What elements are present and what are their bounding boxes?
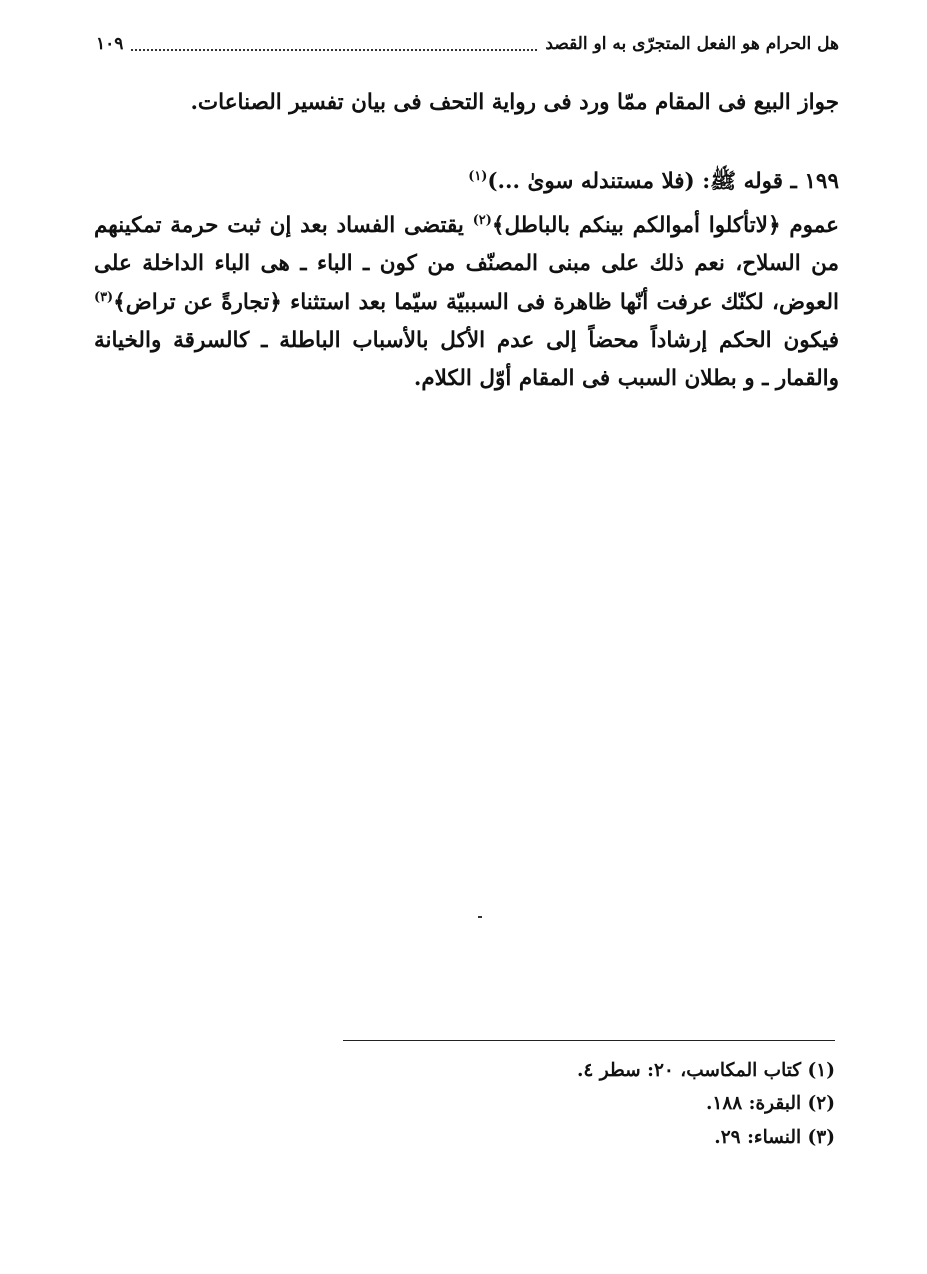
footnote-2: (٢) البقرة: ١٨٨. (705, 1093, 835, 1115)
footnote-3: (٣) النساء: ٢٩. (714, 1126, 835, 1148)
paragraph-2-part-b: يقتضى الفساد بعد إن ثبت حرمة تمكينهم من السلاح، نعم ذلك على مبنى المصنّف من كون ـ الباء ـ هى الباء الداخلة على العوض، لكنّك عرفت أنّها ظاهرة فى السببيّة سيّما بعد استثناء ﴿تجارةً عن تراض﴾ (94, 213, 839, 315)
header-leader-dots (131, 49, 537, 51)
paragraph-1: جواز البيع فى المقام ممّا ورد فى رواية التحف فى بيان تفسير الصناعات. (190, 90, 839, 115)
stray-ink-dot (478, 916, 482, 918)
paragraph-2 (94, 207, 839, 398)
running-header (96, 30, 839, 58)
page-number: ١٠٩ (96, 34, 124, 54)
footnotes (94, 1054, 835, 1154)
header-title: هل الحرام هو الفعل المتجرّى به او القصد (545, 34, 839, 54)
section-heading-text: ١٩٩ ـ قوله ﷺ: (فلا مستندله سوىٰ ...) (487, 169, 839, 194)
footnote-ref-1: (١) (468, 168, 488, 184)
footnote-separator (343, 1040, 835, 1041)
footnote-ref-3: (٣) (94, 289, 114, 305)
footnote-ref-2: (٢) (472, 212, 492, 228)
paragraph-2-part-a: عموم ﴿لاتأكلوا أموالكم بينكم بالباطل﴾ (491, 213, 839, 238)
paragraph-2-part-c: فيكون الحكم إرشاداً محضاً إلى عدم الأكل بالأسباب الباطلة ـ كالسرقة والخيانة والقمار ـ و بطلان السبب فى المقام أوّل الكلام. (94, 327, 839, 392)
section-heading (94, 163, 839, 201)
footnote-1: (١) كتاب المكاسب، ٢٠: سطر ٤. (576, 1060, 835, 1081)
